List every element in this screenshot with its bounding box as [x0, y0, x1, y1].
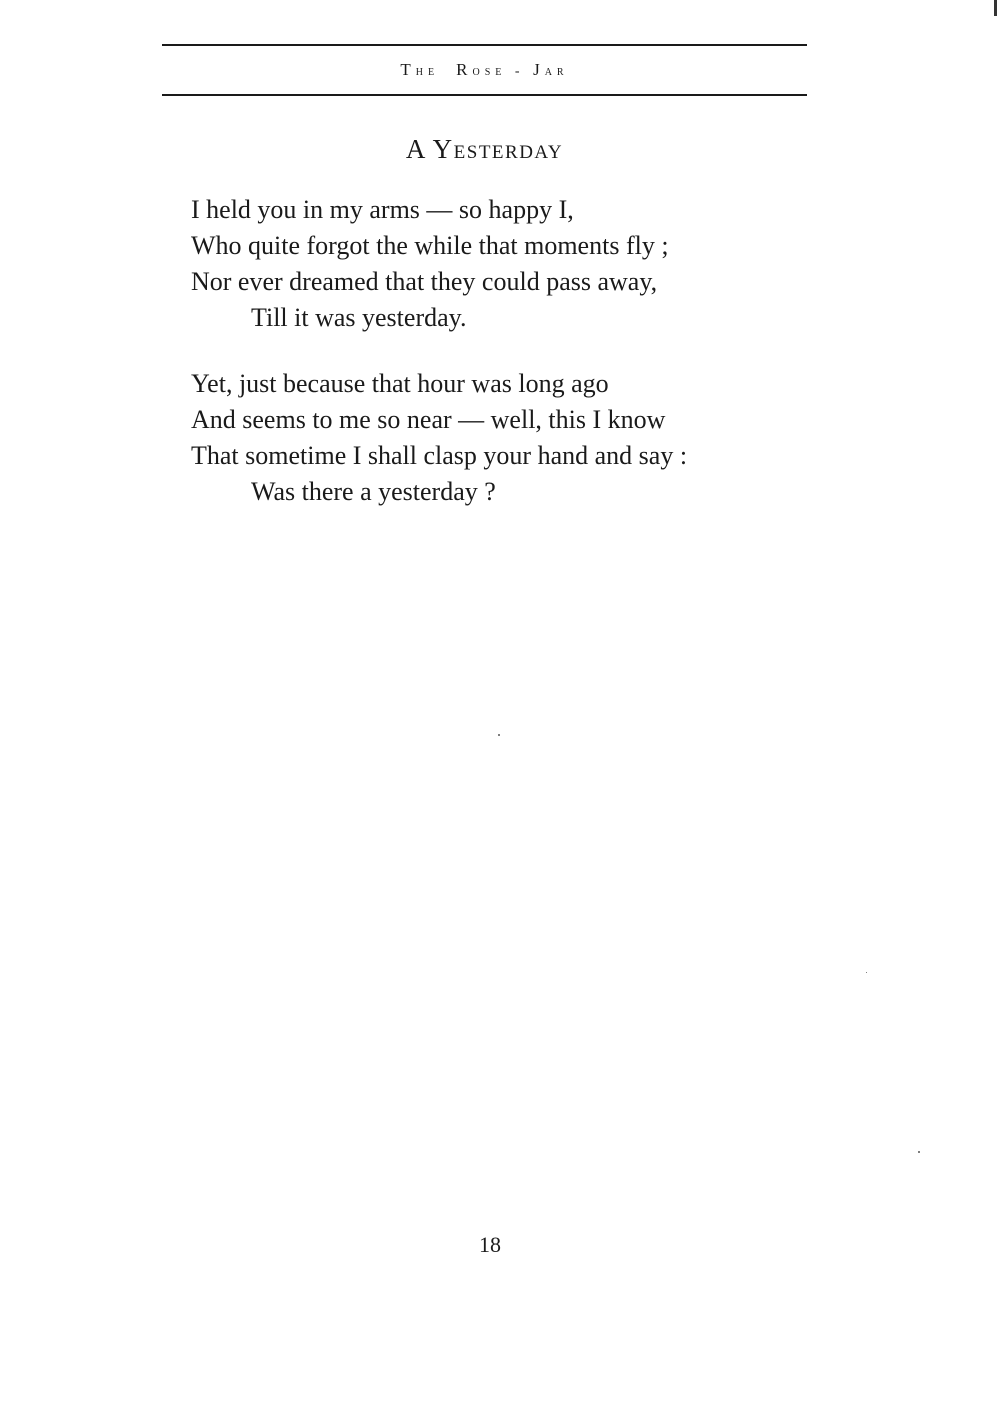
- paper-speck: [866, 972, 867, 973]
- paper-speck: [918, 1151, 920, 1153]
- running-head-word: ose: [472, 64, 507, 79]
- poem-title-initial: A: [405, 134, 426, 164]
- running-head-word: he: [415, 64, 440, 79]
- page-number: 18: [479, 1232, 501, 1257]
- poem-line: Who quite forgot the while that moments fly ;: [191, 231, 669, 260]
- header-rule-top: [162, 44, 807, 46]
- poem-title-initial: Y: [432, 134, 454, 164]
- stanza-2: [191, 366, 811, 510]
- running-head-separator: -: [514, 64, 525, 79]
- poem-line: I held you in my arms — so happy I,: [191, 195, 574, 224]
- header-rule-bottom: [162, 94, 807, 96]
- poem-title: [162, 132, 807, 166]
- running-head-initial: J: [533, 60, 545, 79]
- poem-line-refrain: Till it was yesterday.: [251, 303, 467, 332]
- poem-line: Yet, just because that hour was long ago: [191, 369, 609, 398]
- running-head-initial: R: [456, 60, 473, 79]
- running-head-initial: T: [400, 60, 416, 79]
- running-head: [162, 60, 807, 82]
- poem-line-refrain: Was there a yesterday ?: [251, 477, 496, 506]
- paper-speck: [498, 734, 500, 736]
- poem-title-word: esterday: [453, 134, 564, 164]
- running-head-word: ar: [544, 64, 569, 79]
- stanza-1: [191, 192, 811, 336]
- poem-line: Nor ever dreamed that they could pass away,: [191, 267, 658, 296]
- poem-line: And seems to me so near — well, this I know: [191, 405, 666, 434]
- poem-line: That sometime I shall clasp your hand and say :: [191, 441, 688, 470]
- scan-edge-mark: [994, 0, 997, 16]
